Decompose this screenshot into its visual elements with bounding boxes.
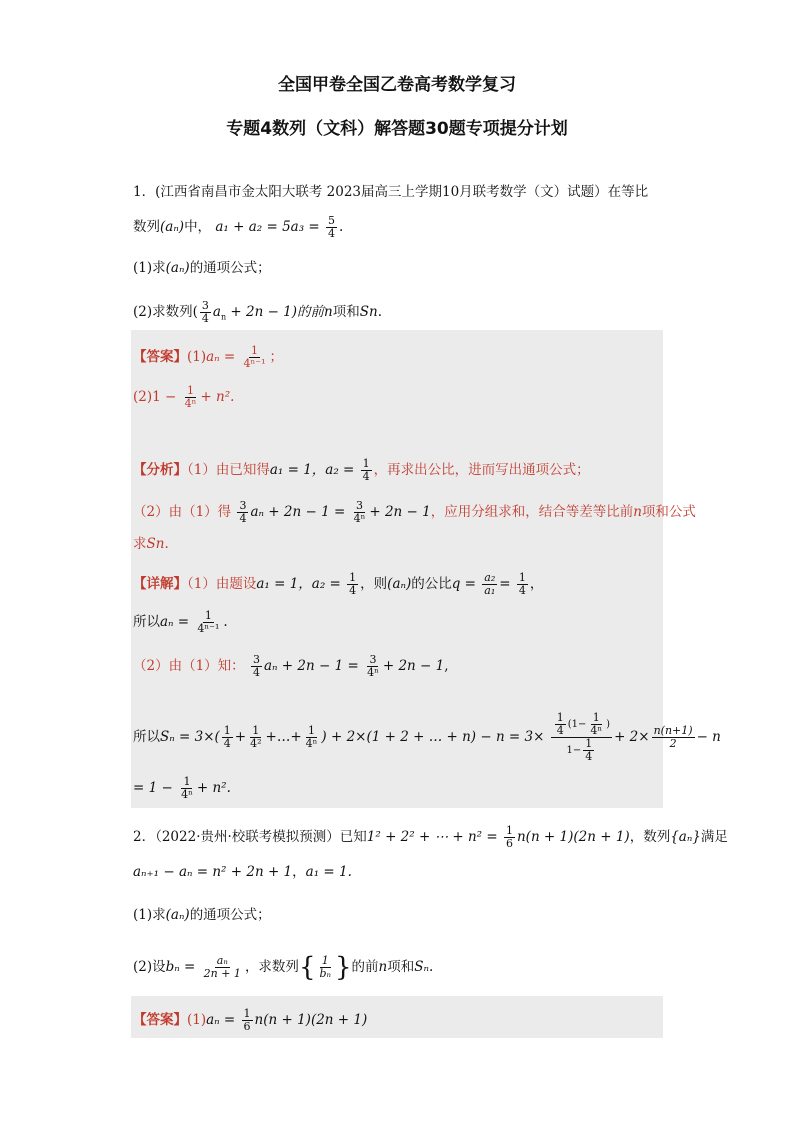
answer-label: 【答案】 xyxy=(133,1012,187,1028)
answer-line1 xyxy=(133,345,283,370)
detail-line4 xyxy=(133,712,721,763)
detail-line1: 【详解】（1）由题设a₁ = 1，a₂ = $\frac{1}{4}$ ，则(aₙ)的公比q = $\frac{\text{a₂}}{\text{a₁}}$ = $\frac{1}{4}$ ， xyxy=(133,571,544,597)
fraction: $\frac{1}{4}$ xyxy=(518,571,526,597)
math: Sₙ = 3×( xyxy=(160,729,220,745)
detail-label: 【详解】 xyxy=(133,576,187,592)
text: ，则 xyxy=(360,576,388,592)
text: 项和公式 xyxy=(641,504,696,520)
text: 中， xyxy=(184,219,212,235)
text: 项和 xyxy=(332,304,360,320)
fraction: $\frac{3}{4}$ xyxy=(239,499,247,525)
fraction: $\frac{1}{\text{4²}}$ xyxy=(250,724,262,750)
fraction: $\frac{1}{\text{4ⁿ⁻¹}}$ xyxy=(197,609,220,635)
math: (aₙ) xyxy=(165,907,190,923)
math: (aₙ) xyxy=(165,260,190,276)
fraction: $\frac{1}{4}$ xyxy=(349,571,357,597)
text: 数列 xyxy=(133,219,160,235)
fraction: $\frac{1}{4}$ xyxy=(362,457,370,483)
math: a₁ = 1 xyxy=(269,462,312,478)
text: (2)求数列( xyxy=(133,304,198,320)
math: aₙ = xyxy=(206,1012,236,1028)
fraction: $\frac{1}{\text{4ⁿ}}$ xyxy=(305,724,318,750)
math: aₙ + 2n − 1 = xyxy=(263,658,359,674)
text: 求 xyxy=(133,536,147,552)
math: a₁ = 1. xyxy=(305,864,352,880)
fraction: $\frac{1}{6}$ xyxy=(505,824,513,850)
math: n xyxy=(633,504,642,520)
analysis-label: 【分析】 xyxy=(133,462,187,478)
math: q = xyxy=(451,576,476,592)
math: {aₙ} xyxy=(670,829,701,845)
text: (1)求 xyxy=(133,260,166,276)
text: (1)求 xyxy=(133,907,166,923)
math: + n². xyxy=(196,780,231,796)
text: (1) xyxy=(187,1012,207,1028)
text: ， xyxy=(292,864,306,880)
math: Sₙ. xyxy=(414,959,434,975)
detail-line3: （2）由（1）知： $\frac{3}{4}$ aₙ + 2n − 1 = $\frac{3}{\text{4ⁿ}}$ + 2n − 1, xyxy=(133,653,449,679)
text: 项和 xyxy=(387,959,415,975)
analysis-line2 xyxy=(133,500,696,525)
math: + 2n − 1 xyxy=(369,504,431,520)
text: +…+ xyxy=(265,729,302,745)
fraction: $\frac{1}{\text{4ⁿ}}$ xyxy=(181,775,193,801)
fraction: $\frac{3}{4}$ xyxy=(201,299,209,325)
text: ，数列 xyxy=(629,829,671,845)
math: aₙ + 2n − 1 = xyxy=(250,504,346,520)
math: bₙ = xyxy=(165,959,196,975)
fraction: $\frac{1}{4}$ xyxy=(223,724,231,750)
math: Sn xyxy=(146,536,165,552)
fraction: $\frac{1}{\text{4ⁿ}}$ xyxy=(184,384,197,410)
text: (1) xyxy=(187,349,207,365)
math: a₁ = 1 xyxy=(256,576,299,592)
q2-answer xyxy=(133,1008,367,1033)
math: + 2n − 1)的前 xyxy=(230,304,325,320)
q2-intro-line2 xyxy=(133,863,352,881)
math: + n². xyxy=(200,389,235,405)
q2-part1 xyxy=(133,906,271,924)
fraction: $\frac{\text{a₂}}{\text{a₁}}$ xyxy=(484,571,496,597)
text: ，应用分组求和，结合等差等比前 xyxy=(430,504,634,520)
math: a₁ + a₂ = 5a₃ = xyxy=(215,219,320,235)
text: 所以 xyxy=(133,729,160,745)
fraction: $\frac{1}{6}$ xyxy=(243,1007,251,1033)
text: (2)1 − xyxy=(133,389,177,405)
q1-part1 xyxy=(133,259,271,277)
text: + xyxy=(234,729,247,745)
fraction: $\frac{3}{\text{4ⁿ}}$ xyxy=(367,653,379,679)
answer-label: 【答案】 xyxy=(133,349,187,365)
detail-line2: 所以aₙ = $\frac{1}{\text{4ⁿ⁻¹}}$ . xyxy=(133,609,228,635)
math: a xyxy=(212,304,221,320)
text: 2．（2022·贵州·校联考模拟预测）已知 xyxy=(133,829,367,845)
fraction: $\frac{1}{\text{bₙ}}$ xyxy=(319,954,331,980)
text: （1）由题设 xyxy=(187,576,257,592)
text: 所以 xyxy=(133,614,160,630)
math: aₙ = xyxy=(160,614,190,630)
text: 的公比 xyxy=(411,576,452,592)
math: ，a₂ = xyxy=(311,462,355,478)
math: + 2× xyxy=(614,729,650,745)
fraction: $\frac{3}{\text{4ⁿ}}$ xyxy=(353,499,366,525)
math: − n xyxy=(696,729,721,745)
detail-line5 xyxy=(133,776,231,801)
text: （1）由已知得 xyxy=(187,462,270,478)
document-subtitle: 专题4数列（文科）解答题30题专项提分计划 xyxy=(226,119,568,139)
math: aₙ = xyxy=(206,349,236,365)
analysis-line3 xyxy=(133,535,169,553)
q1-part2: (2)求数列( $\frac{3}{4}$ $a_n + 2n - 1$)的前n项和Sn. xyxy=(133,299,382,325)
text: ，再求出公比，进而写出通项公式； xyxy=(373,462,590,478)
math: ，a₂ = xyxy=(298,576,341,592)
q2-part2: (2)设bₙ = $\frac{\text{aₙ}}{2n + 1}$ ，求数列{ $\frac{1}{\text{bₙ}}$ }的前n项和Sₙ. xyxy=(133,952,434,983)
math: Sn xyxy=(359,304,378,320)
text: 的通项公式； xyxy=(189,260,271,276)
answer-line2 xyxy=(133,385,234,410)
fraction: $\frac{1}{\text{4ⁿ⁻¹}}$ xyxy=(243,344,266,370)
math: = 1 − xyxy=(133,780,173,796)
math: (aₙ) xyxy=(160,219,185,235)
math: (aₙ) xyxy=(387,576,412,592)
text: 的通项公式； xyxy=(189,907,271,923)
text: ，求数列 xyxy=(244,959,299,975)
math: ) + 2×(1 + 2 + … + n) − n = 3× xyxy=(321,729,545,745)
text: ； xyxy=(269,349,284,365)
analysis-line1 xyxy=(133,458,590,483)
q1-intro-line1: 1．(江西省南昌市金太阳大联考 2023届高三上学期10月联考数学（文）试题）在等比 xyxy=(133,184,649,200)
fraction: $\frac{5}{4}$ xyxy=(328,214,336,240)
fraction: $\frac{n(n+1)}{2}$ xyxy=(653,724,693,750)
math: 1² + 2² + ⋯ + n² = xyxy=(366,829,498,845)
text: ， xyxy=(529,576,544,592)
text: 的前 xyxy=(351,959,379,975)
q1-intro-line2: 数列(aₙ)中， a₁ + a₂ = 5a₃ = $\frac{5}{4}$ . xyxy=(133,214,344,240)
text: . xyxy=(164,536,169,552)
math: n xyxy=(378,959,388,975)
text: （2）由（1）知： xyxy=(133,658,245,674)
text: 满足 xyxy=(700,829,728,845)
document-title: 全国甲卷全国乙卷高考数学复习 xyxy=(278,75,516,95)
q2-intro-line1 xyxy=(133,825,728,850)
math: + 2n − 1 xyxy=(382,658,445,674)
math: aₙ₊₁ − aₙ = n² + 2n + 1 xyxy=(133,864,293,880)
math: n(n + 1)(2n + 1) xyxy=(516,829,630,845)
text: （2）由（1）得 xyxy=(133,504,232,520)
fraction: $\frac{\text{aₙ}}{2n + 1}$ xyxy=(203,954,241,980)
math: n(n + 1)(2n + 1) xyxy=(254,1012,368,1028)
fraction: $\frac{3}{4}$ xyxy=(252,653,260,679)
math: n xyxy=(324,304,333,320)
text: (2)设 xyxy=(133,959,166,975)
compound-fraction: $\frac{1}{4}$ (1− $\frac{1}{\text{4ⁿ}}$ ) 1− $\frac{1}{4}$ xyxy=(551,712,612,763)
